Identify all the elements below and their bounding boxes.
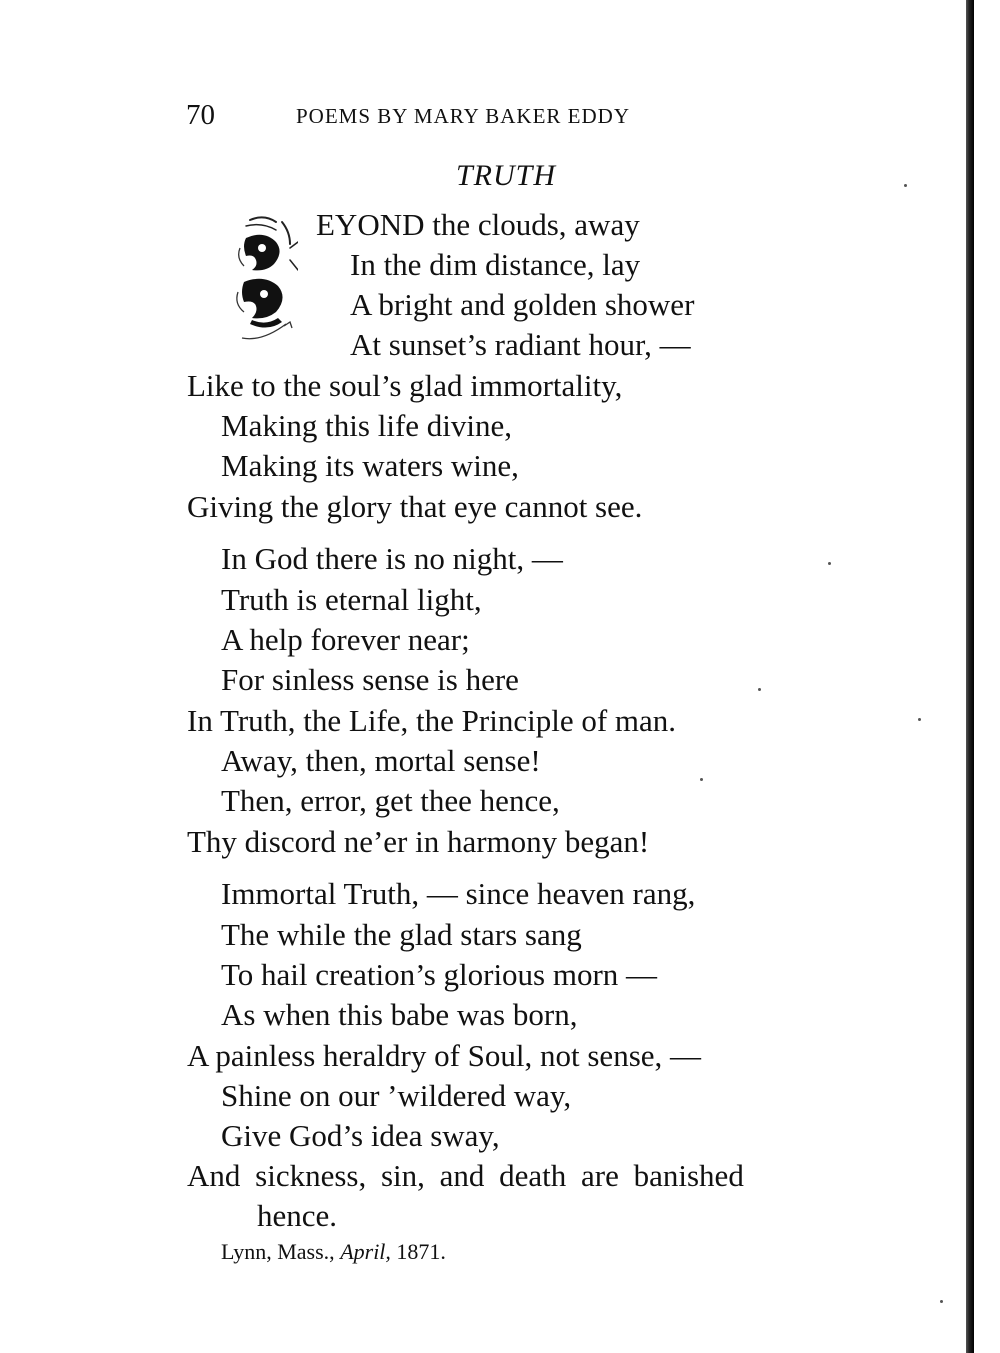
- poem-line: Away, then, mortal sense!: [221, 743, 541, 778]
- running-head: POEMS BY MARY BAKER EDDY: [296, 104, 630, 128]
- dateline-year: 1871.: [396, 1239, 446, 1264]
- poem-title: TRUTH: [456, 159, 557, 192]
- poem-line: Like to the soul’s glad immortality,: [187, 368, 623, 403]
- poem-line: In Truth, the Life, the Principle of man.: [187, 703, 677, 738]
- page-edge-shadow: [966, 0, 974, 1353]
- poem-line: Making this life divine,: [221, 408, 513, 443]
- poem-line: EYOND the clouds, away: [316, 207, 640, 242]
- poem-line: A bright and golden shower: [350, 287, 695, 322]
- poem-line: The while the glad stars sang: [221, 917, 582, 952]
- poem-line: At sunset’s radiant hour, —: [350, 327, 691, 362]
- scan-speck: [904, 184, 907, 187]
- poem-line: Truth is eternal light,: [221, 582, 482, 617]
- scan-speck: [828, 562, 831, 565]
- poem-line: Give God’s idea sway,: [221, 1118, 500, 1153]
- poem-line: A painless heraldry of Soul, not sense, —: [187, 1038, 702, 1073]
- page-edge-top: [974, 0, 1000, 60]
- poem-line: Thy discord ne’er in harmony began!: [187, 824, 650, 859]
- poem-line: In the dim distance, lay: [350, 247, 641, 282]
- poem-line: Immortal Truth, — since heaven rang,: [221, 876, 696, 911]
- poem-line: To hail creation’s glorious morn —: [221, 957, 658, 992]
- poem-line: A help forever near;: [221, 622, 470, 657]
- poem-line: hence.: [257, 1198, 338, 1233]
- dateline: [221, 1237, 446, 1267]
- page-number: 70: [186, 99, 215, 131]
- scan-speck: [758, 688, 761, 691]
- poem-line: In God there is no night, —: [221, 541, 563, 576]
- dateline-place: Lynn, Mass.,: [221, 1239, 335, 1264]
- dateline-month: April,: [340, 1239, 391, 1264]
- scan-speck: [940, 1300, 943, 1303]
- poem-line: Making its waters wine,: [221, 448, 519, 483]
- poem-line: And sickness, sin, and death are banished: [187, 1158, 744, 1193]
- poem-line: Shine on our ’wildered way,: [221, 1078, 572, 1113]
- poem-line: Then, error, get thee hence,: [221, 783, 560, 818]
- drop-cap-ornament: [232, 208, 298, 348]
- scan-speck: [918, 718, 921, 721]
- poem-line: As when this babe was born,: [221, 997, 578, 1032]
- poem-line: Giving the glory that eye cannot see.: [187, 489, 643, 524]
- poem-line: For sinless sense is here: [221, 662, 519, 697]
- scan-speck: [700, 778, 703, 781]
- page-header: [186, 97, 766, 133]
